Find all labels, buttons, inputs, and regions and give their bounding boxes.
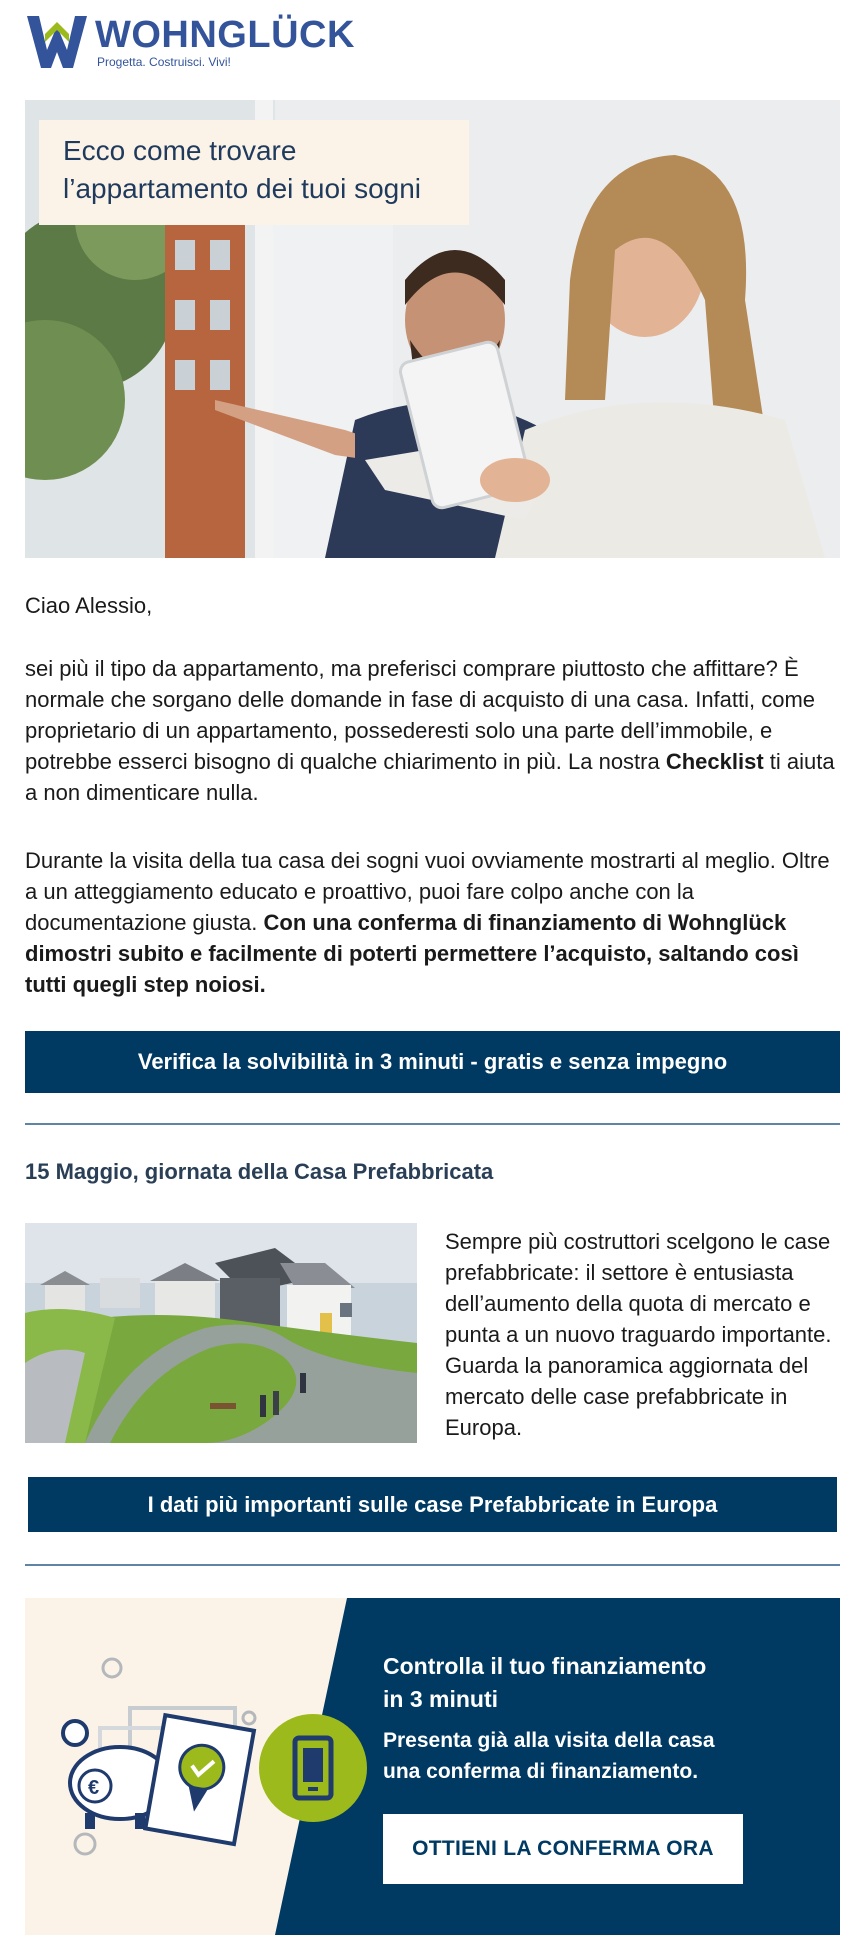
prefab-section-title: 15 Maggio, giornata della Casa Prefabbricata	[25, 1159, 494, 1184]
banner-sub-line2: una conferma di finanziamento.	[383, 1760, 699, 1783]
banner-subheading	[383, 1725, 803, 1787]
prefab-houses-image[interactable]	[25, 1223, 417, 1443]
financing-bold-text: Con una conferma di finanziamento di Wohnglück dimostri subito e facilmente di poterti permettere l’acquisto, saltando così tutti quegli step noiosi.	[25, 910, 799, 997]
hero-title-line1: Ecco come trovare	[63, 135, 297, 166]
checklist-link[interactable]: Checklist	[665, 749, 764, 774]
banner-heading-line2: in 3 minuti	[383, 1686, 498, 1712]
logo-house-icon	[25, 12, 89, 72]
prefab-data-button[interactable]: I dati più importanti sulle case Prefabbricate in Europa	[28, 1477, 837, 1532]
hero-caption	[39, 120, 469, 225]
prefab-description: Sempre più costruttori scelgono le case prefabbricate: il settore è entusiasta dell’aumento della quota di mercato e punta a un nuovo traguardo importante. Guarda la panoramica aggiornata del mercato delle case prefabbricate in Europa.	[445, 1229, 832, 1440]
financing-text: Durante la visita della tua casa dei sogni vuoi ovviamente mostrarti al meglio. Oltre a un atteggiamento educato e proattivo, puoi fare colpo anche con la documentazione giusta.	[25, 848, 830, 935]
divider	[25, 1564, 840, 1566]
banner-heading-line1: Controlla il tuo finanziamento	[383, 1653, 707, 1679]
get-confirmation-button[interactable]: OTTIENI LA CONFERMA ORA	[383, 1814, 743, 1884]
brand-name: WOHNGLÜCK	[95, 14, 355, 56]
brand-tagline: Progetta. Costruisci. Vivi!	[97, 55, 231, 69]
hero-title-line2: l’appartamento dei tuoi sogni	[63, 173, 422, 204]
greeting: Ciao Alessio,	[25, 593, 153, 618]
banner-sub-line1: Presenta già alla visita della casa	[383, 1729, 715, 1752]
svg-text:€: €	[88, 1777, 100, 1799]
hero-image[interactable]	[25, 100, 840, 558]
brand-logo[interactable]	[25, 12, 355, 72]
prefab-photo	[25, 1223, 417, 1443]
intro-text-end: ti aiuta a non dimenticare nulla.	[25, 749, 835, 805]
intro-text: sei più il tipo da appartamento, ma preferisci comprare piuttosto che affittare? È normale che sorgano delle domande in fase di acquisto di una casa. Infatti, come proprietario di un appartamento, possederesti solo una parte dell’immobile, e potrebbe esserci bisogno di qualche chiarimento in più. La nostra	[25, 656, 816, 774]
divider	[25, 1123, 840, 1125]
solvency-check-button[interactable]: Verifica la solvibilità in 3 minuti - gratis e senza impegno	[25, 1031, 840, 1093]
banner-heading	[383, 1650, 803, 1716]
piggy-bank-certificate-icon	[25, 1598, 385, 1935]
financing-paragraph	[25, 845, 840, 1000]
financing-banner[interactable]	[25, 1598, 840, 1935]
intro-paragraph	[25, 653, 840, 808]
